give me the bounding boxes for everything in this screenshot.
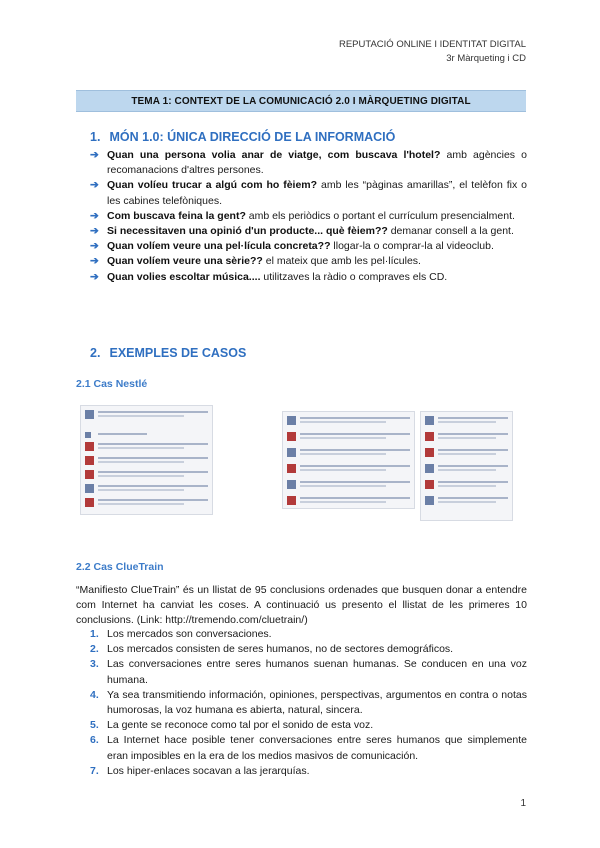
arrow-icon: ➔ bbox=[90, 179, 99, 192]
list-item bbox=[90, 239, 527, 254]
arrow-icon: ➔ bbox=[90, 149, 99, 161]
list-item bbox=[90, 764, 527, 779]
list-item bbox=[90, 209, 527, 224]
section2-number: 2. bbox=[90, 346, 101, 360]
item-text: Los mercados son conversaciones. bbox=[107, 628, 272, 640]
question: Si necessitaven una opinió d'un producte... què fèiem?? bbox=[107, 225, 388, 238]
answer: amb les “pàginas amarillas”, el telèfon fix o les cabines telefòniques. bbox=[107, 179, 527, 207]
answer: demanar consell a la gent. bbox=[387, 225, 514, 238]
item-number: 5. bbox=[90, 719, 99, 732]
arrow-icon: ➔ bbox=[90, 255, 99, 268]
section1-heading bbox=[90, 130, 395, 144]
arrow-icon: ➔ bbox=[90, 225, 99, 238]
list-item bbox=[90, 270, 527, 285]
item-number: 2. bbox=[90, 643, 99, 656]
item-text: La Internet hace posible tener conversaciones entre seres humanos que simplemente eran imposibles en la era de los medios masivos de comunicación. bbox=[107, 734, 527, 762]
list-item bbox=[90, 688, 527, 718]
list-item bbox=[90, 642, 527, 657]
item-number: 1. bbox=[90, 628, 99, 640]
question: Quan volíem veure una pel·lícula concreta?? bbox=[107, 240, 331, 253]
item-text: Los hiper-enlaces socavan a las jerarquías. bbox=[107, 764, 310, 777]
nestle-facebook-screenshot-2 bbox=[282, 411, 415, 509]
list-item bbox=[90, 627, 527, 642]
answer: amb agències o recomanacions d'altres persones. bbox=[107, 149, 527, 177]
arrow-icon: ➔ bbox=[90, 240, 99, 253]
question: Quan volíem veure una sèrie?? bbox=[107, 255, 263, 268]
case2-heading: 2.2 Cas ClueTrain bbox=[76, 561, 164, 573]
list-item bbox=[90, 148, 527, 178]
cluetrain-numbered-list bbox=[90, 627, 527, 779]
answer: utilitzaves la ràdio o compraves els CD. bbox=[260, 270, 448, 283]
arrow-icon: ➔ bbox=[90, 270, 99, 283]
nestle-facebook-screenshot-3 bbox=[420, 411, 513, 521]
question: Com buscava feina la gent? bbox=[107, 209, 246, 222]
question: Quan volies escoltar música.... bbox=[107, 270, 261, 283]
list-item bbox=[90, 657, 527, 687]
list-item bbox=[90, 718, 527, 733]
answer: el mateix que amb les pel·lícules. bbox=[262, 255, 421, 268]
item-number: 7. bbox=[90, 764, 99, 777]
answer: llogar-la o comprar-la al videoclub. bbox=[330, 240, 494, 253]
case1-heading: 2.1 Cas Nestlé bbox=[76, 378, 148, 390]
header-class: 3r Màrqueting i CD bbox=[446, 53, 526, 64]
list-item bbox=[90, 178, 527, 208]
list-item bbox=[90, 254, 527, 269]
nestle-facebook-screenshot-1 bbox=[80, 405, 213, 515]
header-course: REPUTACIÓ ONLINE I IDENTITAT DIGITAL bbox=[338, 39, 526, 50]
section1-number: 1. bbox=[90, 130, 101, 144]
item-text: Las conversaciones entre seres humanos suenan humanas. Se conducen en una voz humana. bbox=[107, 658, 527, 686]
topic-banner: TEMA 1: CONTEXT DE LA COMUNICACIÓ 2.0 I MÀRQUETING DIGITAL bbox=[76, 90, 526, 112]
page-header bbox=[339, 38, 526, 66]
question: Quan una persona volia anar de viatge, com buscava l'hotel? bbox=[107, 149, 441, 161]
item-text: La gente se reconoce como tal por el sonido de esta voz. bbox=[107, 719, 374, 732]
section1-bullet-list bbox=[90, 148, 527, 285]
section2-heading bbox=[90, 346, 246, 360]
arrow-icon: ➔ bbox=[90, 209, 99, 222]
section1-title: MÓN 1.0: ÚNICA DIRECCIÓ DE LA INFORMACIÓ bbox=[109, 130, 396, 144]
item-number: 4. bbox=[90, 688, 99, 701]
section2-title: EXEMPLES DE CASOS bbox=[109, 346, 247, 360]
list-item bbox=[90, 733, 527, 763]
list-item bbox=[90, 224, 527, 239]
answer: amb els periòdics o portant el currículum presencialment. bbox=[245, 209, 515, 222]
item-text: Ya sea transmitiendo información, opiniones, perspectivas, argumentos en contra o notas humorosas, la voz humana es abierta, natural, sincera. bbox=[107, 688, 527, 717]
item-number: 3. bbox=[90, 658, 99, 671]
question: Quan volíeu trucar a algú com ho fèiem? bbox=[107, 179, 318, 192]
item-text: Los mercados consisten de seres humanos, no de sectores demográficos. bbox=[107, 643, 454, 656]
cluetrain-paragraph: “Manifiesto ClueTrain” és un llistat de 95 conclusions ordenades que busquen donar a entendre com Internet ha canviat les coses. A continuació us presento el llistat de les primeres 10 conclusions. (Link: http://tremendo.com/cluetrain/) bbox=[76, 584, 527, 627]
page-number: 1 bbox=[520, 798, 526, 809]
item-number: 6. bbox=[90, 734, 99, 747]
